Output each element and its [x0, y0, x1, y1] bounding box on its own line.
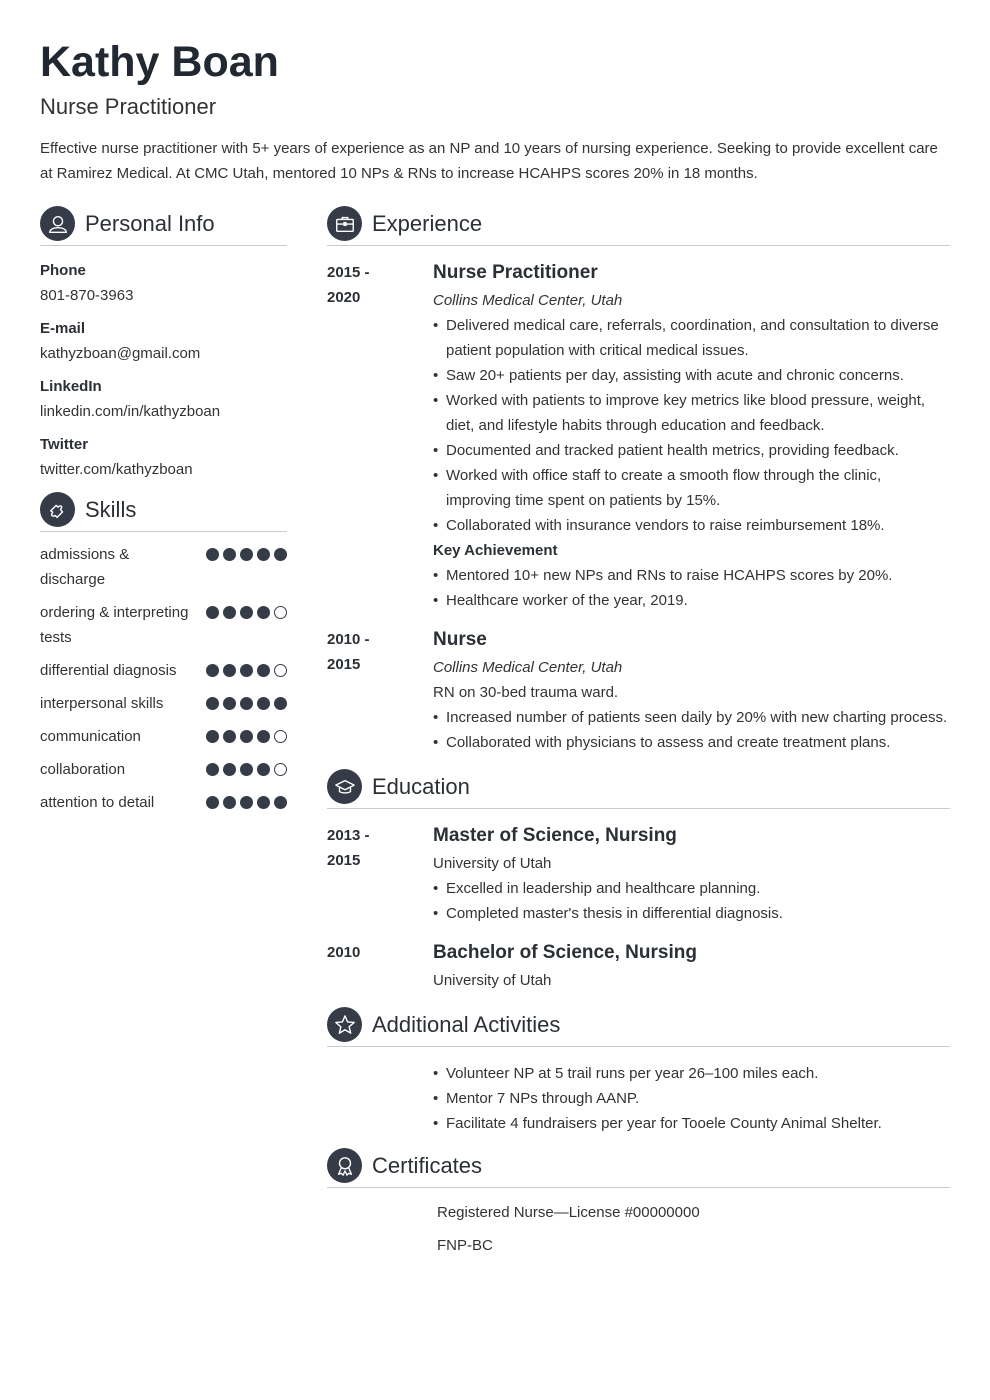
bullet-item: • Mentored 10+ new NPs and RNs to raise HCAHPS scores by 20%.: [433, 563, 950, 588]
rating-dot-filled: [257, 763, 270, 776]
graduation-cap-icon: [327, 769, 362, 804]
bullet-item: • Facilitate 4 fundraisers per year for Tooele County Animal Shelter.: [433, 1111, 950, 1136]
date-end: 2015: [327, 656, 361, 673]
rating-dot-filled: [223, 697, 236, 710]
experience-entry: [327, 260, 950, 613]
twitter-label: Twitter: [40, 436, 89, 453]
date-end: 2015: [327, 852, 361, 869]
entry-body: [433, 940, 950, 993]
skill-rating: [206, 548, 287, 561]
bullet-item: • Worked with patients to improve key metrics like blood pressure, weight, diet, and lifestyle habits through education and feedback.: [433, 388, 950, 438]
job-organization: Collins Medical Center, Utah: [433, 659, 623, 676]
bullet-item: • Excelled in leadership and healthcare planning.: [433, 876, 950, 901]
activities-bullets: [433, 1061, 950, 1136]
personal-info-header: [40, 206, 287, 246]
date-start: 2015 -: [327, 264, 370, 281]
key-achievement-heading: Key Achievement: [433, 542, 558, 559]
bullet-item: • Mentor 7 NPs through AANP.: [433, 1086, 950, 1111]
rating-dot-filled: [223, 796, 236, 809]
job-title: Nurse Practitioner: [433, 262, 598, 283]
education-entry: [327, 940, 950, 993]
entry-date: [327, 823, 433, 926]
job-description: RN on 30-bed trauma ward.: [433, 684, 619, 701]
email-label: E-mail: [40, 320, 86, 337]
rating-dot-filled: [257, 548, 270, 561]
skill-name: admissions & discharge: [40, 546, 130, 588]
briefcase-icon: [327, 206, 362, 241]
degree-title: Bachelor of Science, Nursing: [433, 942, 697, 963]
candidate-name: Kathy Boan: [40, 38, 279, 86]
rating-dot-filled: [257, 606, 270, 619]
rating-dot-filled: [223, 763, 236, 776]
skill-name: differential diagnosis: [40, 662, 177, 679]
star-icon: [327, 1007, 362, 1042]
activities-entry: [327, 1061, 950, 1136]
skill-row: [40, 542, 287, 592]
certificate-item: FNP-BC: [437, 1237, 493, 1254]
rating-dot-filled: [274, 548, 287, 561]
skill-name: interpersonal skills: [40, 695, 164, 712]
rating-dot-empty: [274, 664, 287, 677]
skill-name: communication: [40, 728, 141, 745]
user-icon: [40, 206, 75, 241]
rating-dot-filled: [206, 763, 219, 776]
rating-dot-filled: [206, 548, 219, 561]
date-start: 2010: [327, 944, 361, 961]
bullet-item: • Documented and tracked patient health metrics, providing feedback.: [433, 438, 950, 463]
skill-row: [40, 757, 287, 782]
rating-dot-filled: [240, 796, 253, 809]
rating-dot-filled: [257, 697, 270, 710]
bullet-item: • Increased number of patients seen daily by 20% with new charting process.: [433, 705, 950, 730]
entry-body: [433, 823, 950, 926]
rating-dot-empty: [274, 763, 287, 776]
rating-dot-filled: [240, 697, 253, 710]
skill-row: [40, 600, 287, 650]
activities-header: [327, 1007, 950, 1047]
education-header: [327, 769, 950, 809]
skill-name: ordering & interpreting tests: [40, 604, 189, 646]
skill-name: attention to detail: [40, 794, 155, 811]
job-title: Nurse: [433, 629, 487, 650]
phone-value: 801-870-3963: [40, 287, 134, 304]
bullet-item: • Healthcare worker of the year, 2019.: [433, 588, 950, 613]
rating-dot-filled: [223, 730, 236, 743]
entry-date: [327, 260, 433, 613]
personal-info-list: [40, 258, 287, 482]
skill-rating: [206, 606, 287, 619]
linkedin-value: linkedin.com/in/kathyzboan: [40, 403, 221, 420]
bullet-item: • Saw 20+ patients per day, assisting with acute and chronic concerns.: [433, 363, 950, 388]
skill-row: [40, 790, 287, 815]
rating-dot-filled: [240, 763, 253, 776]
achievement-bullets: [433, 563, 950, 613]
skill-rating: [206, 763, 287, 776]
skill-row: [40, 691, 287, 716]
rating-dot-empty: [274, 730, 287, 743]
phone-item: [40, 258, 287, 308]
skill-rating: [206, 664, 287, 677]
certificate-item: Registered Nurse—License #00000000: [437, 1204, 700, 1221]
entry-date-spacer: [327, 1061, 433, 1136]
entry-body: [433, 627, 950, 755]
rating-dot-filled: [206, 606, 219, 619]
rating-dot-filled: [223, 606, 236, 619]
email-item: [40, 316, 287, 366]
right-column: [327, 206, 950, 1258]
certificates-list: [327, 1200, 950, 1258]
date-start: 2013 -: [327, 827, 370, 844]
bullet-item: • Delivered medical care, referrals, coordination, and consultation to diverse patient population with critical medical issues.: [433, 313, 950, 363]
rating-dot-filled: [240, 664, 253, 677]
twitter-item: [40, 432, 287, 482]
job-bullets: [433, 313, 950, 538]
education-entry: [327, 823, 950, 926]
skills-list: [40, 542, 287, 815]
email-value: kathyzboan@gmail.com: [40, 345, 201, 362]
skill-rating: [206, 730, 287, 743]
rating-dot-filled: [257, 730, 270, 743]
school-name: University of Utah: [433, 972, 552, 989]
rating-dot-filled: [223, 548, 236, 561]
rating-dot-empty: [274, 606, 287, 619]
skills-header: [40, 492, 287, 532]
resume-header: [40, 36, 950, 186]
bullet-item: • Collaborated with insurance vendors to raise reimbursement 18%.: [433, 513, 950, 538]
rating-dot-filled: [274, 697, 287, 710]
skill-rating: [206, 697, 287, 710]
experience-entry: [327, 627, 950, 755]
certificates-header: [327, 1148, 950, 1188]
rating-dot-filled: [206, 730, 219, 743]
bullet-item: • Completed master's thesis in differential diagnosis.: [433, 901, 950, 926]
entry-body: [433, 260, 950, 613]
rating-dot-filled: [206, 664, 219, 677]
rating-dot-filled: [257, 796, 270, 809]
candidate-role: Nurse Practitioner: [40, 94, 217, 119]
rating-dot-filled: [240, 606, 253, 619]
job-organization: Collins Medical Center, Utah: [433, 292, 623, 309]
date-start: 2010 -: [327, 631, 370, 648]
linkedin-item: [40, 374, 287, 424]
left-column: [40, 206, 287, 823]
puzzle-icon: [40, 492, 75, 527]
award-ribbon-icon: [327, 1148, 362, 1183]
entry-date: [327, 940, 433, 993]
skill-name: collaboration: [40, 761, 126, 778]
date-end: 2020: [327, 289, 361, 306]
bullet-item: • Volunteer NP at 5 trail runs per year 26–100 miles each.: [433, 1061, 950, 1086]
entry-body: [433, 1061, 950, 1136]
bullet-item: • Worked with office staff to create a smooth flow through the clinic, improving time spent on patients by 15%.: [433, 463, 950, 513]
linkedin-label: LinkedIn: [40, 378, 102, 395]
personal-info-title: Personal Info: [85, 210, 215, 236]
certificates-title: Certificates: [372, 1152, 483, 1178]
twitter-value: twitter.com/kathyzboan: [40, 461, 193, 478]
job-bullets: [433, 705, 950, 755]
phone-label: Phone: [40, 262, 86, 279]
rating-dot-filled: [240, 730, 253, 743]
school-name: University of Utah: [433, 855, 552, 872]
summary-paragraph: Effective nurse practitioner with 5+ years of experience as an NP and 10 years of nursing experience. Seeking to provide excellent care at Ramirez Medical. At CMC Utah, mentored 10 NPs & RNs to increase HCAHPS scores 20% in 18 months.: [40, 140, 938, 182]
rating-dot-filled: [274, 796, 287, 809]
skill-row: [40, 658, 287, 683]
skills-title: Skills: [85, 496, 137, 522]
education-bullets: [433, 876, 950, 926]
experience-title: Experience: [372, 210, 483, 236]
rating-dot-filled: [240, 548, 253, 561]
skill-rating: [206, 796, 287, 809]
activities-title: Additional Activities: [372, 1011, 561, 1037]
bullet-item: • Collaborated with physicians to assess and create treatment plans.: [433, 730, 950, 755]
skill-row: [40, 724, 287, 749]
rating-dot-filled: [223, 664, 236, 677]
experience-header: [327, 206, 950, 246]
rating-dot-filled: [257, 664, 270, 677]
rating-dot-filled: [206, 796, 219, 809]
education-title: Education: [372, 773, 470, 799]
rating-dot-filled: [206, 697, 219, 710]
degree-title: Master of Science, Nursing: [433, 825, 677, 846]
entry-date: [327, 627, 433, 755]
